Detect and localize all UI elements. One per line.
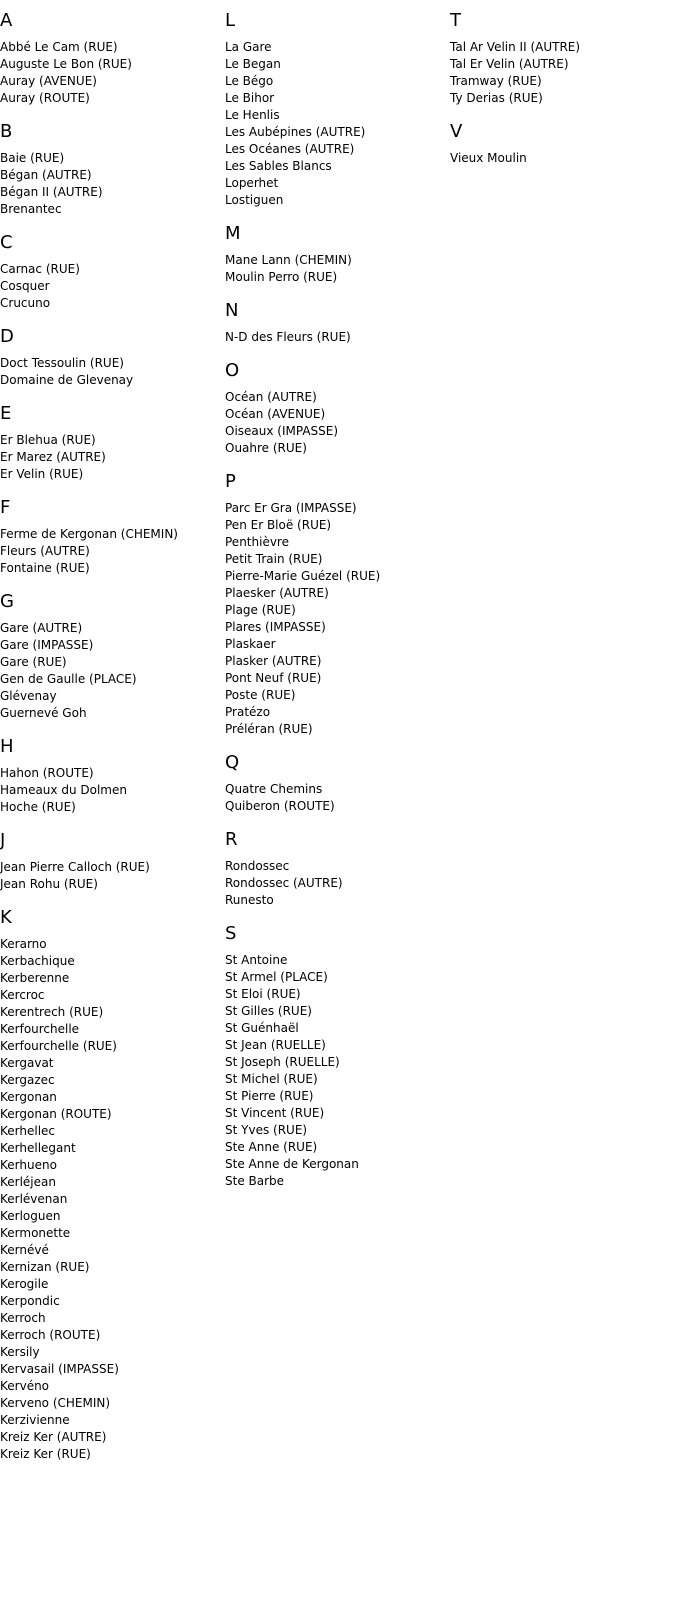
street-entry: Kerhellegant: [0, 1141, 76, 1155]
street-entry: St Eloi (RUE): [225, 987, 301, 1001]
street-entry: Kergazec: [0, 1073, 55, 1087]
street-entry: Kermonette: [0, 1226, 71, 1240]
index-column-3: [450, 10, 675, 181]
street-entry: Plaskaer: [225, 637, 276, 651]
street-entry: St Pierre (RUE): [225, 1089, 314, 1103]
street-list: [0, 150, 220, 218]
letter-section: [225, 923, 445, 1190]
letter-heading: A: [0, 10, 13, 31]
street-entry: Auray (ROUTE): [0, 91, 90, 105]
street-entry: Kerzivienne: [0, 1413, 70, 1427]
street-entry: Parc Er Gra (IMPASSE): [225, 501, 357, 515]
letter-heading: M: [225, 223, 241, 244]
street-entry: Kerroch: [0, 1311, 46, 1325]
letter-section: [225, 300, 445, 346]
street-entry: Plasker (AUTRE): [225, 654, 322, 668]
letter-heading: K: [0, 907, 12, 928]
street-entry: Le Began: [225, 57, 281, 71]
street-entry: Kernévé: [0, 1243, 49, 1257]
index-column-1: [0, 10, 220, 1477]
letter-section: [0, 121, 220, 218]
street-entry: Jean Pierre Calloch (RUE): [0, 860, 150, 874]
street-entry: St Armel (PLACE): [225, 970, 328, 984]
letter-section: [225, 10, 445, 209]
index-column-2: [225, 10, 445, 1204]
street-entry: St Joseph (RUELLE): [225, 1055, 340, 1069]
street-entry: Mane Lann (CHEMIN): [225, 253, 352, 267]
street-entry: Tramway (RUE): [450, 74, 542, 88]
street-entry: Kerpondic: [0, 1294, 60, 1308]
street-entry: Carnac (RUE): [0, 262, 80, 276]
street-list: [225, 389, 445, 457]
street-entry: Hameaux du Dolmen: [0, 783, 127, 797]
street-entry: St Antoine: [225, 953, 288, 967]
letter-heading: S: [225, 923, 237, 944]
street-entry: Petit Train (RUE): [225, 552, 323, 566]
letter-heading: N: [225, 300, 239, 321]
street-entry: Runesto: [225, 893, 274, 907]
street-entry: Jean Rohu (RUE): [0, 877, 98, 891]
letter-heading: B: [0, 121, 13, 142]
street-entry: Plage (RUE): [225, 603, 296, 617]
street-entry: Les Océanes (AUTRE): [225, 142, 355, 156]
letter-section: [450, 121, 675, 167]
street-entry: Glévenay: [0, 689, 57, 703]
street-entry: Gare (RUE): [0, 655, 67, 669]
street-entry: Pratézo: [225, 705, 271, 719]
street-entry: Kreiz Ker (RUE): [0, 1447, 91, 1461]
letter-heading: P: [225, 471, 236, 492]
letter-heading: H: [0, 736, 14, 757]
street-entry: Le Bégo: [225, 74, 274, 88]
street-list: [0, 432, 220, 483]
street-entry: Moulin Perro (RUE): [225, 270, 338, 284]
letter-section: [0, 10, 220, 107]
street-entry: Kerogile: [0, 1277, 49, 1291]
street-entry: Loperhet: [225, 176, 279, 190]
street-entry: Kerhellec: [0, 1124, 56, 1138]
street-entry: Kergonan: [0, 1090, 57, 1104]
street-entry: Fontaine (RUE): [0, 561, 90, 575]
street-entry: Kerfourchelle: [0, 1022, 80, 1036]
street-entry: Ste Anne (RUE): [225, 1140, 318, 1154]
street-entry: Kerroch (ROUTE): [0, 1328, 101, 1342]
letter-section: [225, 471, 445, 738]
street-entry: Ouahre (RUE): [225, 441, 307, 455]
street-entry: Préléran (RUE): [225, 722, 313, 736]
street-entry: Gare (AUTRE): [0, 621, 83, 635]
street-entry: Hahon (ROUTE): [0, 766, 94, 780]
street-entry: Plares (IMPASSE): [225, 620, 326, 634]
street-list: [0, 526, 220, 577]
street-entry: Kersily: [0, 1345, 40, 1359]
street-entry: Tal Ar Velin II (AUTRE): [450, 40, 581, 54]
street-entry: Kergavat: [0, 1056, 54, 1070]
letter-section: [225, 829, 445, 909]
street-entry: Abbé Le Cam (RUE): [0, 40, 118, 54]
letter-section: [225, 223, 445, 286]
street-entry: Kreiz Ker (AUTRE): [0, 1430, 107, 1444]
street-entry: Gen de Gaulle (PLACE): [0, 672, 137, 686]
letter-heading: D: [0, 326, 14, 347]
street-list: [225, 39, 445, 209]
letter-heading: C: [0, 232, 13, 253]
letter-section: [0, 403, 220, 483]
street-entry: Guernevé Goh: [0, 706, 87, 720]
street-entry: Auray (AVENUE): [0, 74, 97, 88]
letter-section: [225, 752, 445, 815]
street-entry: Oiseaux (IMPASSE): [225, 424, 339, 438]
street-entry: Le Henlis: [225, 108, 280, 122]
street-entry: Kerhueno: [0, 1158, 57, 1172]
street-entry: Kerarno: [0, 937, 47, 951]
street-entry: Bégan II (AUTRE): [0, 185, 103, 199]
street-entry: Pierre-Marie Guézel (RUE): [225, 569, 381, 583]
letter-heading: F: [0, 497, 11, 518]
street-entry: Gare (IMPASSE): [0, 638, 94, 652]
street-list: [0, 859, 220, 893]
street-entry: Kerberenne: [0, 971, 70, 985]
street-entry: Ste Anne de Kergonan: [225, 1157, 359, 1171]
street-list: [0, 765, 220, 816]
street-entry: Er Blehua (RUE): [0, 433, 96, 447]
street-entry: Fleurs (AUTRE): [0, 544, 90, 558]
street-entry: Bégan (AUTRE): [0, 168, 92, 182]
street-entry: Er Velin (RUE): [0, 467, 84, 481]
street-entry: Ste Barbe: [225, 1174, 285, 1188]
street-entry: Ty Derias (RUE): [450, 91, 543, 105]
street-entry: Kergonan (ROUTE): [0, 1107, 112, 1121]
street-entry: Kerfourchelle (RUE): [0, 1039, 117, 1053]
letter-heading: T: [450, 10, 461, 31]
street-entry: Pen Er Bloë (RUE): [225, 518, 332, 532]
street-entry: Océan (AVENUE): [225, 407, 326, 421]
street-list: [450, 150, 675, 167]
letter-heading: Q: [225, 752, 240, 773]
street-entry: Poste (RUE): [225, 688, 296, 702]
street-list: [225, 781, 445, 815]
letter-heading: G: [0, 591, 14, 612]
letter-heading: R: [225, 829, 238, 850]
street-entry: Plaesker (AUTRE): [225, 586, 329, 600]
street-entry: Kerveno (CHEMIN): [0, 1396, 111, 1410]
street-list: [225, 329, 445, 346]
letter-section: [0, 232, 220, 312]
street-entry: Kerlévenan: [0, 1192, 68, 1206]
letter-section: [0, 591, 220, 722]
street-entry: Kernizan (RUE): [0, 1260, 90, 1274]
street-list: [0, 261, 220, 312]
letter-heading: E: [0, 403, 12, 424]
street-list: [450, 39, 675, 107]
street-entry: St Jean (RUELLE): [225, 1038, 326, 1052]
street-list: [0, 936, 220, 1463]
letter-section: [0, 326, 220, 389]
street-entry: St Vincent (RUE): [225, 1106, 325, 1120]
street-entry: Pont Neuf (RUE): [225, 671, 322, 685]
letter-section: [0, 830, 220, 893]
street-entry: Brenantec: [0, 202, 62, 216]
street-entry: Cosquer: [0, 279, 50, 293]
street-list: [0, 355, 220, 389]
letter-section: [0, 907, 220, 1463]
street-entry: St Guénhaël: [225, 1021, 299, 1035]
street-entry: Kervéno: [0, 1379, 50, 1393]
street-entry: Kerentrech (RUE): [0, 1005, 104, 1019]
street-list: [225, 500, 445, 738]
letter-heading: J: [0, 830, 6, 851]
street-entry: Lostiguen: [225, 193, 284, 207]
street-entry: Le Bihor: [225, 91, 275, 105]
street-entry: Quiberon (ROUTE): [225, 799, 335, 813]
street-entry: Rondossec: [225, 859, 290, 873]
street-entry: Domaine de Glevenay: [0, 373, 134, 387]
street-entry: Kervasail (IMPASSE): [0, 1362, 119, 1376]
street-entry: Penthièvre: [225, 535, 289, 549]
street-entry: Les Sables Blancs: [225, 159, 332, 173]
street-entry: N-D des Fleurs (RUE): [225, 330, 351, 344]
street-entry: Auguste Le Bon (RUE): [0, 57, 132, 71]
street-entry: Baie (RUE): [0, 151, 65, 165]
street-entry: Er Marez (AUTRE): [0, 450, 106, 464]
street-entry: Tal Er Velin (AUTRE): [450, 57, 569, 71]
street-entry: St Gilles (RUE): [225, 1004, 312, 1018]
letter-section: [450, 10, 675, 107]
street-entry: St Yves (RUE): [225, 1123, 308, 1137]
street-entry: Quatre Chemins: [225, 782, 323, 796]
letter-heading: O: [225, 360, 240, 381]
street-list: [0, 39, 220, 107]
street-entry: St Michel (RUE): [225, 1072, 318, 1086]
letter-heading: V: [450, 121, 463, 142]
street-list: [0, 620, 220, 722]
street-entry: La Gare: [225, 40, 272, 54]
street-entry: Ferme de Kergonan (CHEMIN): [0, 527, 178, 541]
street-list: [225, 952, 445, 1190]
letter-heading: L: [225, 10, 236, 31]
street-entry: Kercroc: [0, 988, 45, 1002]
street-entry: Kerbachique: [0, 954, 75, 968]
street-entry: Hoche (RUE): [0, 800, 76, 814]
street-list: [225, 858, 445, 909]
letter-section: [225, 360, 445, 457]
street-entry: Les Aubépines (AUTRE): [225, 125, 366, 139]
letter-section: [0, 736, 220, 816]
street-list: [225, 252, 445, 286]
street-entry: Kerléjean: [0, 1175, 56, 1189]
street-entry: Crucuno: [0, 296, 51, 310]
street-entry: Rondossec (AUTRE): [225, 876, 343, 890]
street-entry: Kerloguen: [0, 1209, 61, 1223]
street-entry: Océan (AUTRE): [225, 390, 317, 404]
street-entry: Doct Tessoulin (RUE): [0, 356, 124, 370]
letter-section: [0, 497, 220, 577]
street-entry: Vieux Moulin: [450, 151, 527, 165]
